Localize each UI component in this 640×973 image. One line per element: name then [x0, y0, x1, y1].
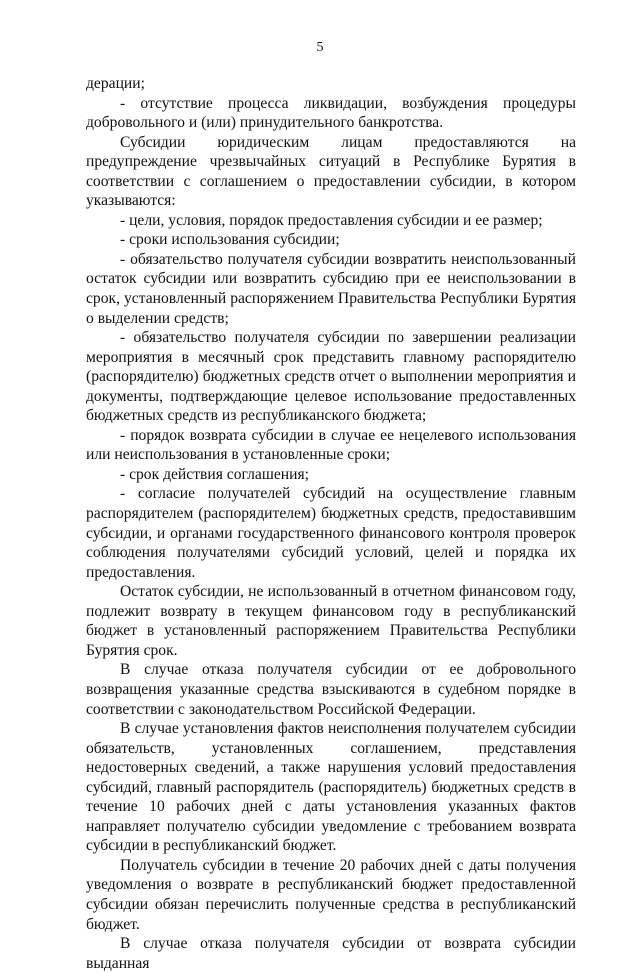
list-item-consent: - согласие получателей субсидий на осуществление главным распорядителем (распорядителем) бюджетных средств, предоставившим субсидии, и органами государственного финансового контроля проверок соблюдения получателями субсидий условий, целей и порядка их предоставления. — [86, 485, 576, 581]
list-item-return-procedure: - порядок возврата субсидии в случае ее нецелевого использования или неиспользования в установленные сроки; — [86, 426, 576, 464]
document-body — [86, 74, 576, 973]
paragraph-unused-balance: Остаток субсидии, не использованный в отчетном финансовом году, подлежит возврату в текущем финансовом году в республиканский бюджет в установленный распоряжением Правительства Республики Бурятия срок. — [86, 583, 576, 659]
list-item-goals: - цели, условия, порядок предоставления субсидии и ее размер; — [120, 211, 543, 229]
list-item-terms: - сроки использования субсидии; — [120, 231, 340, 249]
page-number: 5 — [316, 40, 324, 55]
list-item-validity: - срок действия соглашения; — [120, 465, 309, 483]
list-item-return-obligation: - обязательство получателя субсидии возвратить неиспользованный остаток субсидии или возвратить субсидию при ее неиспользовании в срок, установленный распоряжением Правительства Республики Бурятия о выделении средств; — [86, 250, 576, 327]
paragraph-refusal-return: В случае отказа получателя субсидии от возврата субсидии выданная — [86, 935, 576, 972]
list-item-no-liquidation: - отсутствие процесса ликвидации, возбуждения процедуры добровольного и (или) принудительного банкротства. — [86, 94, 576, 132]
paragraph-continuation: дерации; — [86, 75, 145, 92]
paragraph-refusal-recovery: В случае отказа получателя субсидии от ее добровольного возвращения указанные средства взыскиваются в судебном порядке в соответствии с законодательством Российской Федерации. — [86, 661, 576, 718]
paragraph-violations: В случае установления фактов неисполнения получателем субсидии обязательств, установленных соглашением, представления недостоверных сведений, а также нарушения условий предоставления субсидий, главный распорядитель (распорядитель) бюджетных средств в течение 10 рабочих дней с даты установления указанных фактов направляет получателю субсидии уведомление с требованием возврата субсидии в республиканский бюджет. — [86, 720, 576, 855]
paragraph-subsidies-intro: Субсидии юридическим лицам предоставляются на предупреждение чрезвычайных ситуаций в Республике Бурятия в соответствии с соглашением о предоставлении субсидии, в котором указываются: — [86, 133, 576, 210]
paragraph-return-deadline: Получатель субсидии в течение 20 рабочих дней с даты получения уведомления о возврате в республиканский бюджет предоставленной субсидии обязан перечислить полученные средства в республиканский бюджет. — [86, 856, 576, 933]
list-item-report-obligation: - обязательство получателя субсидии по завершении реализации мероприятия в месячный срок представить главному распорядителю (распорядителю) бюджетных средств отчет о выполнении мероприятия и документы, подтверждающие целевое использование предоставленных бюджетных средств из республиканского бюджета; — [86, 329, 576, 425]
